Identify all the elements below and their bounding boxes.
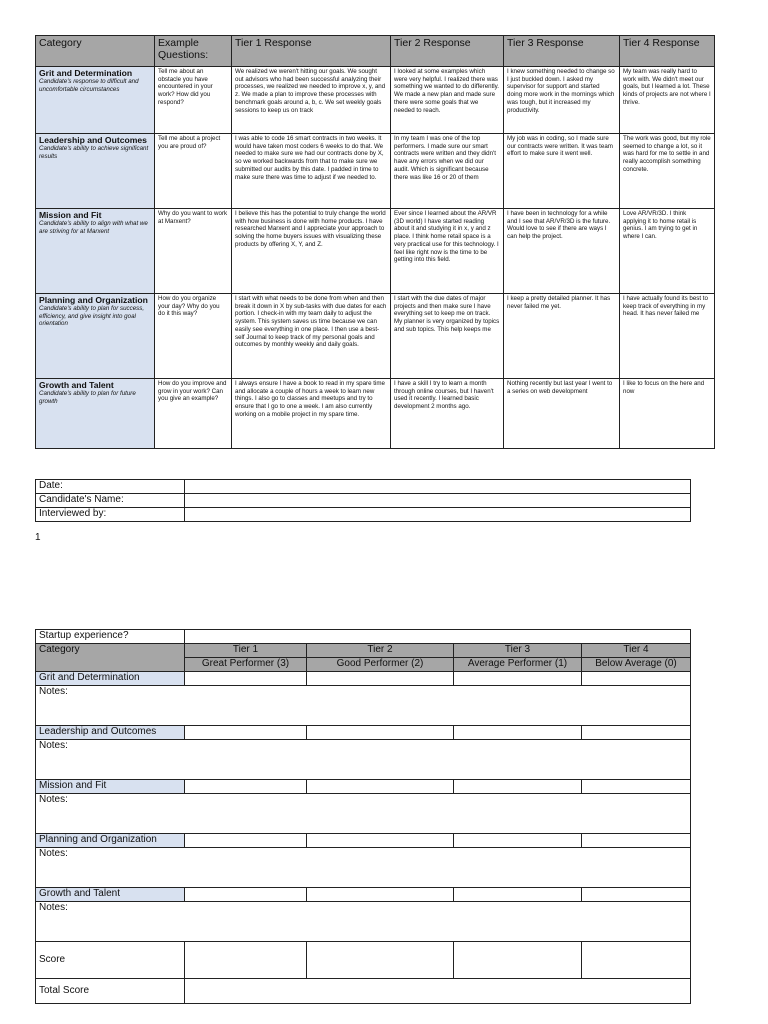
score-row-leadership	[36, 726, 691, 740]
header-tier-1: Tier 1 Response	[232, 36, 391, 67]
rubric-row-grit	[36, 67, 715, 134]
startup-row	[36, 630, 691, 644]
tier-4-score-cell[interactable]	[582, 780, 691, 794]
rubric-header-row	[36, 36, 715, 67]
notes-row-grit	[36, 686, 691, 726]
category-description: Candidate's ability to align with what we are striving for at Marxent	[39, 220, 148, 235]
tier-3-response: I knew something needed to change so I just buckled down. I asked my supervisor for support and started doing more work in the mornings which was tough, but it increased my productivity.	[504, 67, 620, 134]
tier-2-response: I start with the due dates of major projects and then make sure I have everything set to keep me on track. My planner is very organized by topics and sub topics. This help keeps me	[391, 294, 504, 379]
tier-1-score-cell[interactable]	[185, 726, 307, 740]
header-tier-4: Tier 4 Response	[620, 36, 715, 67]
tier-4-score-total[interactable]	[582, 942, 691, 979]
total-score-row	[36, 979, 691, 1004]
category-cell	[36, 134, 155, 209]
tier-2-score-cell[interactable]	[307, 672, 454, 686]
notes-label: Notes:	[39, 902, 68, 913]
category-description: Candidate's ability to achieve significant results	[39, 145, 149, 160]
interviewer-field[interactable]	[185, 508, 691, 522]
average-performer-label: Average Performer (1)	[454, 658, 582, 672]
tier-3-score-total[interactable]	[454, 942, 582, 979]
category-name: Leadership and Outcomes	[36, 726, 185, 740]
tier-3-response: Nothing recently but last year I went to a series on web development	[504, 379, 620, 449]
tier-4-response: Love AR/VR/3D. I think applying it to home retail is genius. I am trying to get in where I can.	[620, 209, 715, 294]
category-cell	[36, 294, 155, 379]
category-title: Planning and Organization	[39, 295, 148, 305]
header-tier-2: Tier 2 Response	[391, 36, 504, 67]
tier-4-score-cell[interactable]	[582, 726, 691, 740]
info-row-name	[36, 494, 691, 508]
below-average-label: Below Average (0)	[582, 658, 691, 672]
good-performer-label: Good Performer (2)	[307, 658, 454, 672]
rubric-row-planning	[36, 294, 715, 379]
candidate-name-label: Candidate's Name:	[36, 494, 185, 508]
example-question: How do you organize your day? Why do you do it this way?	[155, 294, 232, 379]
tier-4-label: Tier 4	[582, 644, 691, 658]
tier-4-response: I like to focus on the here and now	[620, 379, 715, 449]
tier-4-response: I have actually found its best to keep track of everything in my head. It has never failed me	[620, 294, 715, 379]
interview-rubric-table	[35, 35, 715, 449]
info-row-date	[36, 480, 691, 494]
category-title: Leadership and Outcomes	[39, 135, 147, 145]
notes-row-leadership	[36, 740, 691, 780]
tier-1-score-cell[interactable]	[185, 780, 307, 794]
tier-4-response: My team was really hard to work with. We didn't meet our goals, but I learned a lot. These kinds of projects are not where I thrive.	[620, 67, 715, 134]
score-label: Score	[36, 942, 185, 979]
example-question: Tell me about an obstacle you have encountered in your work? How did you respond?	[155, 67, 232, 134]
tier-3-response: I have been in technology for a while and I see that AR/VR/3D is the future. Would love to see if there are ways I can help the project.	[504, 209, 620, 294]
tier-2-score-cell[interactable]	[307, 726, 454, 740]
tier-1-response: We realized we weren't hitting our goals. We sought out advisors who had been successful analyzing their processes, we realized we needed to improve x, y, and z. We made a plan to improve these processes with benchmark goals around a, b, c. We set weekly goals sessions to keep us on track	[232, 67, 391, 134]
tier-2-score-cell[interactable]	[307, 780, 454, 794]
tier-3-score-cell[interactable]	[454, 726, 582, 740]
tier-2-response: I have a skill I try to learn a month through online courses, but I haven't used it recently. I learned basic development 2 months ago.	[391, 379, 504, 449]
category-description: Candidate's ability to plan for future growth	[39, 390, 136, 405]
example-question: Tell me about a project you are proud of?	[155, 134, 232, 209]
tier-1-label: Tier 1	[185, 644, 307, 658]
notes-field[interactable]	[36, 686, 691, 726]
tier-2-label: Tier 2	[307, 644, 454, 658]
startup-label: Startup experience?	[36, 630, 185, 644]
tier-1-score-cell[interactable]	[185, 888, 307, 902]
notes-row-planning	[36, 848, 691, 888]
date-label: Date:	[36, 480, 185, 494]
notes-field[interactable]	[36, 848, 691, 888]
notes-label: Notes:	[39, 686, 68, 697]
category-description: Candidate's ability to plan for success, efficiency, and give insight into goal orientation	[39, 305, 145, 328]
tier-2-response: In my team I was one of the top performers. I made sure our smart contracts were written and they didn't have any errors when we did our audit. Which is significant because there was like 16 or 20 of them	[391, 134, 504, 209]
tier-1-response: I start with what needs to be done from when and then break it down in X by sub-tasks with due dates for each portion. I check-in with my team daily to adjust the system. This system saves us time because we can easily see everything in one place. I then use a best-self Journal to keep track of my personal goals and outcomes by monthly weekly and daily goals.	[232, 294, 391, 379]
date-field[interactable]	[185, 480, 691, 494]
score-row-grit	[36, 672, 691, 686]
candidate-info-table	[35, 479, 691, 522]
score-total-row	[36, 942, 691, 979]
total-score-field[interactable]	[185, 979, 691, 1004]
rubric-row-mission	[36, 209, 715, 294]
header-tier-3: Tier 3 Response	[504, 36, 620, 67]
category-cell	[36, 67, 155, 134]
category-cell	[36, 209, 155, 294]
tier-header-row	[36, 644, 691, 658]
category-title: Grit and Determination	[39, 68, 133, 78]
tier-4-score-cell[interactable]	[582, 672, 691, 686]
tier-3-response: I keep a pretty detailed planner. It has never failed me yet.	[504, 294, 620, 379]
category-name: Planning and Organization	[36, 834, 185, 848]
score-row-planning	[36, 834, 691, 848]
notes-field[interactable]	[36, 740, 691, 780]
tier-3-score-cell[interactable]	[454, 834, 582, 848]
tier-2-score-cell[interactable]	[307, 888, 454, 902]
tier-2-score-cell[interactable]	[307, 834, 454, 848]
interviewer-label: Interviewed by:	[36, 508, 185, 522]
example-question: How do you improve and grow in your work? Can you give an example?	[155, 379, 232, 449]
notes-field[interactable]	[36, 794, 691, 834]
tier-3-score-cell[interactable]	[454, 672, 582, 686]
tier-1-response: I was able to code 16 smart contracts in two weeks. It would have taken most coders 6 weeks to do that. We needed to make sure we had our contracts done by X, so we worked backwards from that to make sure we submitted our audits by this date. I padded in time to make sure there was time to adjust if we needed to.	[232, 134, 391, 209]
tier-3-score-cell[interactable]	[454, 888, 582, 902]
total-score-label: Total Score	[36, 979, 185, 1004]
tier-3-score-cell[interactable]	[454, 780, 582, 794]
candidate-name-field[interactable]	[185, 494, 691, 508]
notes-label: Notes:	[39, 794, 68, 805]
tier-1-score-total[interactable]	[185, 942, 307, 979]
rubric-row-leadership	[36, 134, 715, 209]
tier-1-score-cell[interactable]	[185, 834, 307, 848]
notes-row-growth	[36, 902, 691, 942]
page-number: 1	[35, 532, 41, 543]
tier-2-response: Ever since I learned about the AR/VR (3D world) I have started reading about it and studying it in x, y and z place. I think home retail space is a very practical use for this technology. I feel like right now is the time to be getting into this field.	[391, 209, 504, 294]
example-question: Why do you want to work at Marxent?	[155, 209, 232, 294]
category-name: Mission and Fit	[36, 780, 185, 794]
category-title: Mission and Fit	[39, 210, 102, 220]
header-example-questions: Example Questions:	[155, 36, 232, 67]
rubric-row-growth	[36, 379, 715, 449]
great-performer-label: Great Performer (3)	[185, 658, 307, 672]
tier-1-response: I always ensure I have a book to read in my spare time and allocate a couple of hours a week to learn new things. I also go to classes and meetups and try to ensure that I go to one a week. I am also currently working on a mobile project in my spare time.	[232, 379, 391, 449]
score-row-mission	[36, 780, 691, 794]
category-description: Candidate's response to difficult and uncomfortable circumstances	[39, 78, 139, 93]
info-row-interviewer	[36, 508, 691, 522]
tier-3-label: Tier 3	[454, 644, 582, 658]
tier-4-score-cell[interactable]	[582, 834, 691, 848]
tier-2-response: I looked at some examples which were very helpful. I realized there was something we wanted to do differently. We made a new plan and made sure there were some goals that we needed to reach.	[391, 67, 504, 134]
category-label: Category	[36, 644, 185, 672]
tier-3-response: My job was in coding, so I made sure our contracts were written. It was team effort to make sure it went well.	[504, 134, 620, 209]
score-row-growth	[36, 888, 691, 902]
notes-field[interactable]	[36, 902, 691, 942]
tier-1-response: I believe this has the potential to truly change the world with how business is done with home products. I have researched Marxent and I appreciate your approach to solving the home buyers issues with visualizing these products by offering X, Y, and Z.	[232, 209, 391, 294]
category-name: Growth and Talent	[36, 888, 185, 902]
header-category: Category	[36, 36, 155, 67]
notes-label: Notes:	[39, 848, 68, 859]
startup-field[interactable]	[185, 630, 691, 644]
category-title: Growth and Talent	[39, 380, 114, 390]
tier-2-score-total[interactable]	[307, 942, 454, 979]
tier-1-score-cell[interactable]	[185, 672, 307, 686]
notes-label: Notes:	[39, 740, 68, 751]
category-cell	[36, 379, 155, 449]
tier-4-score-cell[interactable]	[582, 888, 691, 902]
category-name: Grit and Determination	[36, 672, 185, 686]
notes-row-mission	[36, 794, 691, 834]
score-sheet-table	[35, 629, 691, 1004]
tier-4-response: The work was good, but my role seemed to change a lot, so it was hard for me to settle in and really accomplish something concrete.	[620, 134, 715, 209]
